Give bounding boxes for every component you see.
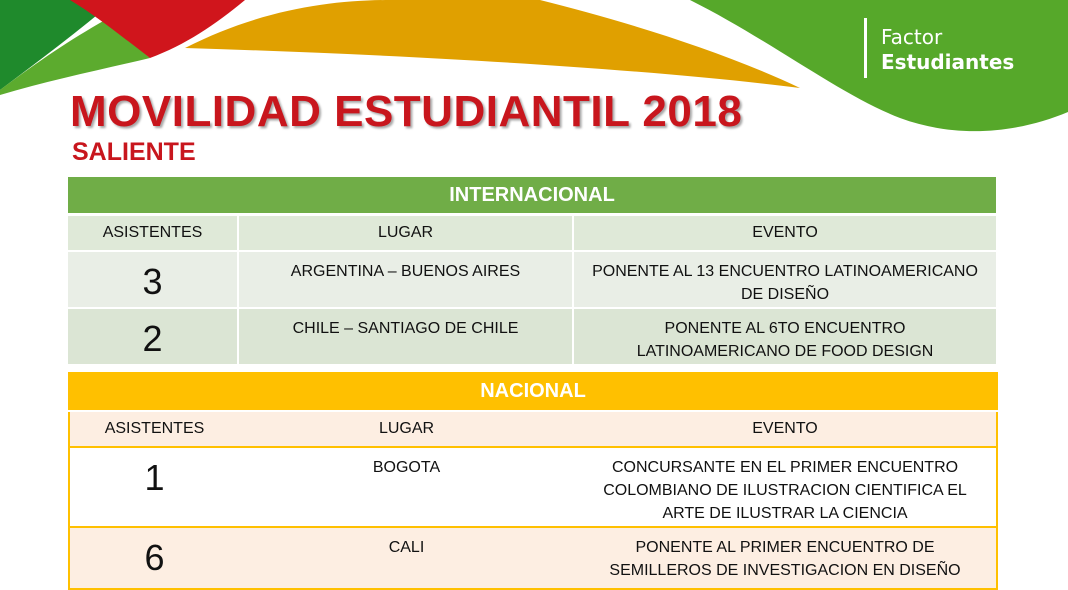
table-header-row bbox=[69, 411, 997, 447]
internacional-heading: INTERNACIONAL bbox=[68, 177, 996, 215]
nacional-heading: NACIONAL bbox=[69, 372, 997, 411]
evento-value: PONENTE AL PRIMER ENCUENTRO DE SEMILLEROS DE INVESTIGACION EN DISEÑO bbox=[609, 539, 961, 579]
lugar-value: BOGOTA bbox=[372, 459, 441, 476]
internacional-table bbox=[68, 177, 996, 364]
column-header-lugar: LUGAR bbox=[239, 411, 574, 447]
evento-cell bbox=[573, 251, 996, 308]
logo-line-factor: Factor bbox=[881, 25, 943, 49]
column-header-evento: EVENTO bbox=[574, 411, 997, 447]
evento-value: CONCURSANTE EN EL PRIMER ENCUENTRO COLOMBIANO DE ILUSTRACION CIENTIFICA EL ARTE DE ILUSTRAR LA CIENCIA bbox=[603, 459, 967, 522]
page-title: MOVILIDAD ESTUDIANTIL 2018 bbox=[70, 87, 743, 136]
column-header-evento: EVENTO bbox=[573, 215, 996, 252]
lugar-cell bbox=[239, 447, 574, 527]
lugar-value: CALI bbox=[388, 539, 425, 556]
nacional-table bbox=[68, 372, 998, 590]
column-header-lugar: LUGAR bbox=[238, 215, 573, 252]
asistentes-value: 1 bbox=[144, 457, 165, 498]
table-header-row bbox=[68, 215, 996, 252]
logo-line-estudiantes: Estudiantes bbox=[881, 50, 1015, 74]
evento-value: PONENTE AL 6TO ENCUENTRO LATINOAMERICANO DE FOOD DESIGN bbox=[636, 320, 934, 360]
asistentes-cell bbox=[68, 308, 238, 364]
lugar-value: ARGENTINA – BUENOS AIRES bbox=[290, 263, 521, 280]
table-row bbox=[68, 251, 996, 308]
asistentes-cell bbox=[68, 251, 238, 308]
lugar-cell bbox=[238, 251, 573, 308]
asistentes-value: 2 bbox=[142, 318, 163, 359]
column-header-asistentes: ASISTENTES bbox=[69, 411, 239, 447]
table-row bbox=[69, 447, 997, 527]
evento-value: PONENTE AL 13 ENCUENTRO LATINOAMERICANO DE DISEÑO bbox=[592, 263, 978, 303]
column-header-asistentes: ASISTENTES bbox=[68, 215, 238, 252]
evento-cell bbox=[573, 308, 996, 364]
asistentes-value: 6 bbox=[144, 537, 165, 578]
page-subtitle: SALIENTE bbox=[72, 138, 196, 166]
orange-wave bbox=[185, 0, 800, 88]
factor-estudiantes-logo bbox=[864, 18, 1014, 78]
asistentes-cell bbox=[69, 447, 239, 527]
table-row bbox=[68, 308, 996, 364]
evento-cell bbox=[574, 447, 997, 527]
lugar-cell bbox=[238, 308, 573, 364]
lugar-value: CHILE – SANTIAGO DE CHILE bbox=[292, 320, 519, 337]
asistentes-value: 3 bbox=[142, 261, 163, 302]
